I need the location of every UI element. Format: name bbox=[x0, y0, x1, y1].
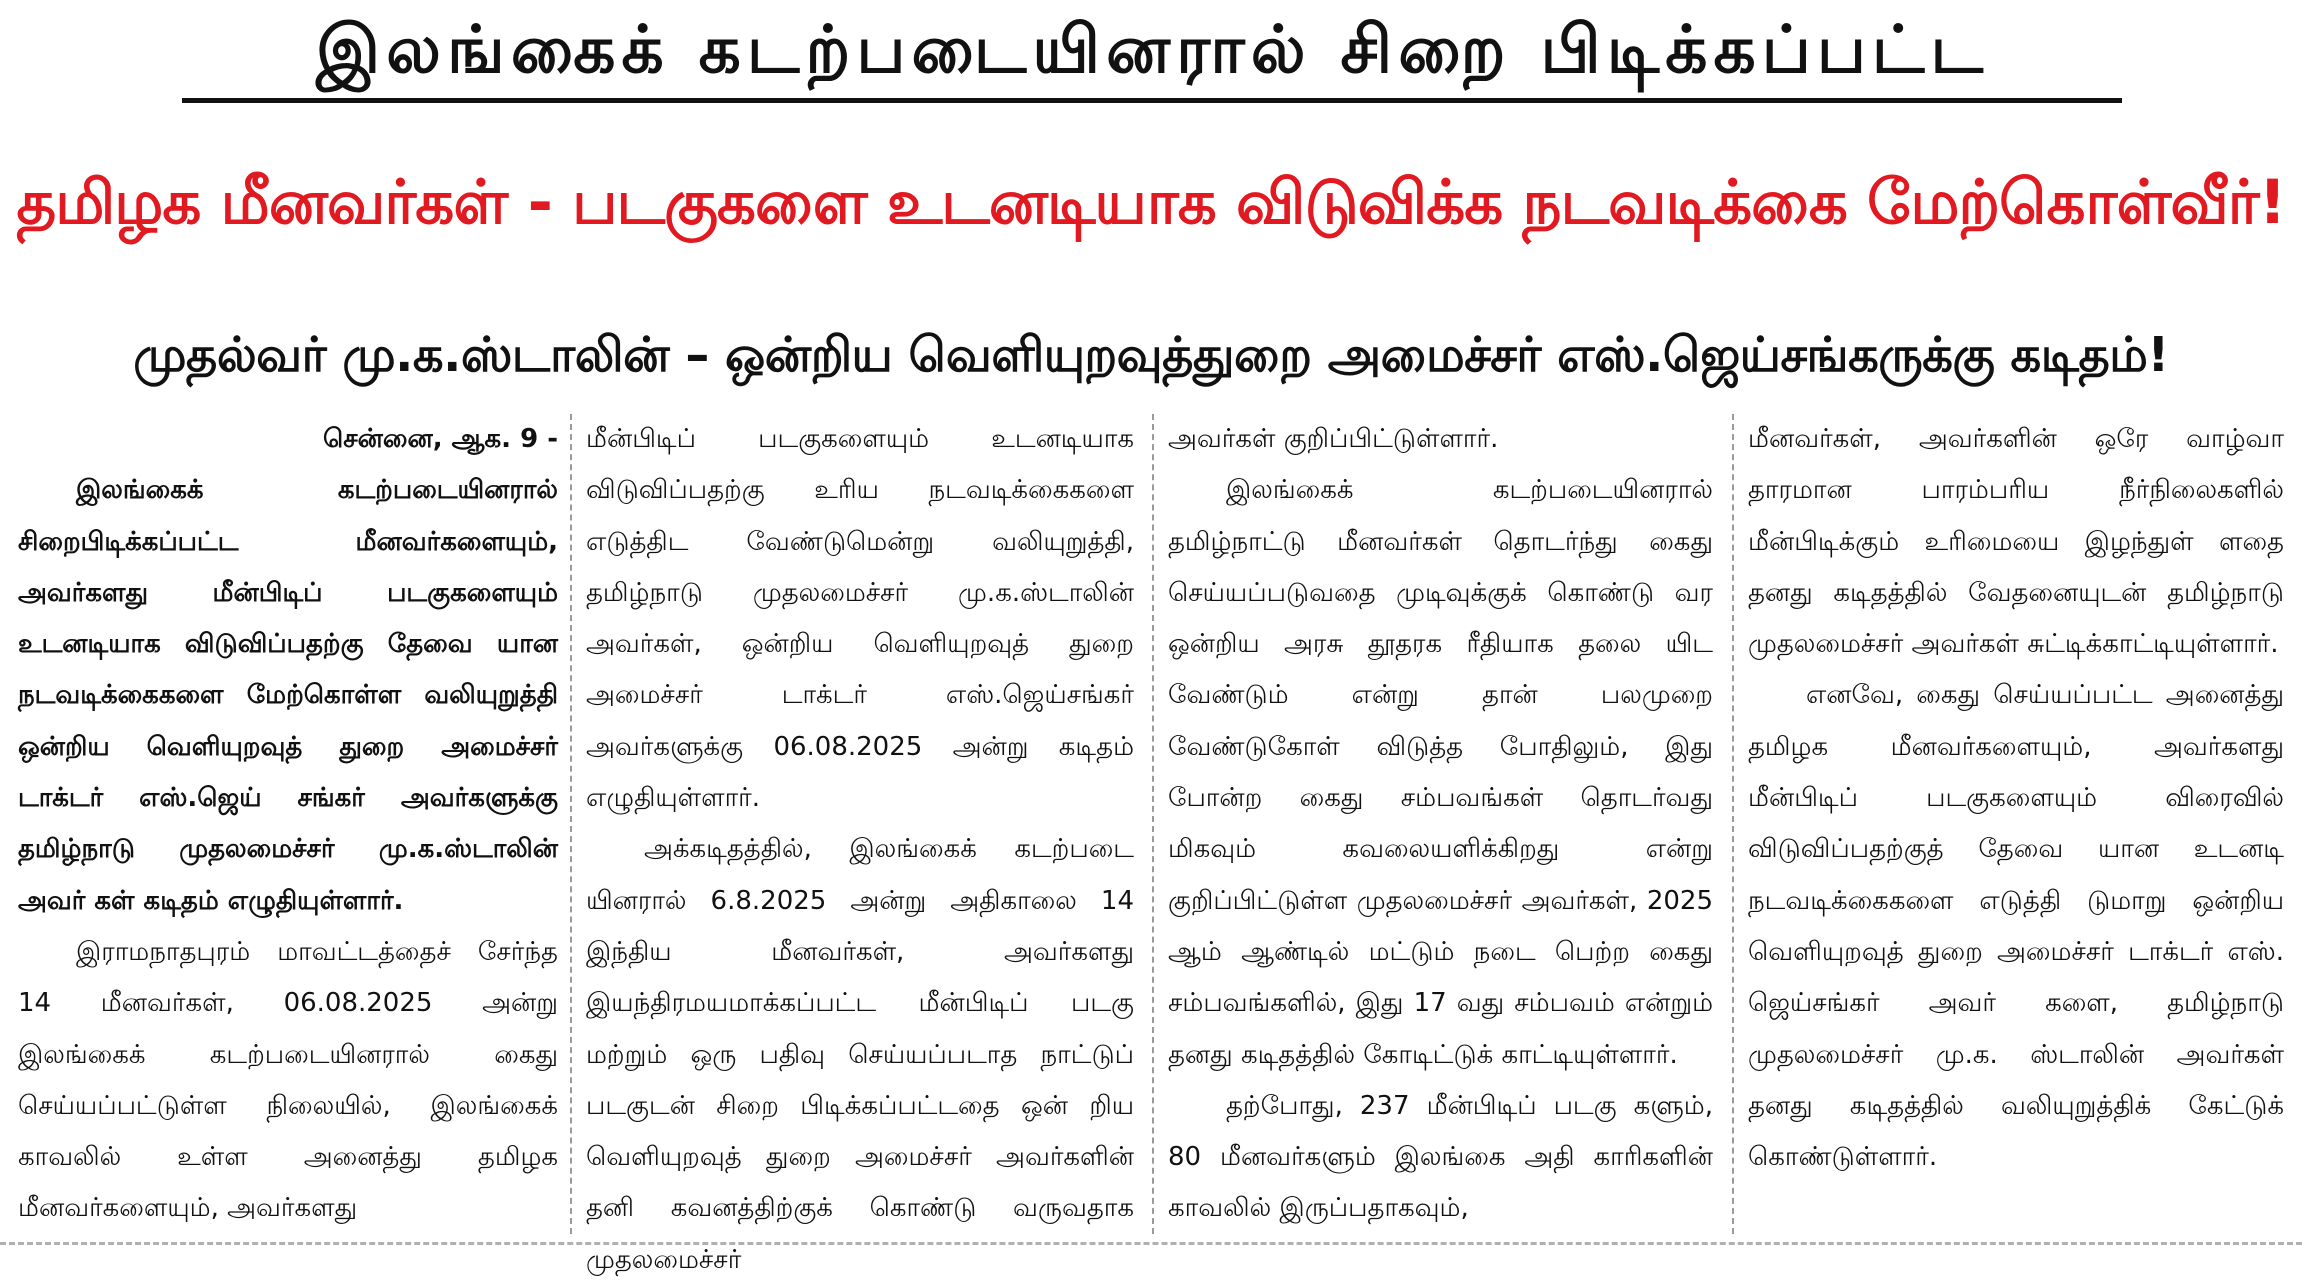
paragraph: தற்போது, 237 மீன்பிடிப் படகு களும், 80 மீனவர்களும் இலங்கை அதி காரிகளின் காவலில் இருப்பதாகவும், bbox=[1168, 1090, 1713, 1224]
paragraph: எனவே, கைது செய்யப்பட்ட அனைத்து தமிழக மீனவர்களையும், அவர்களது மீன்பிடிப் படகுகளையும் விரைவில் விடுவிப்பதற்குத் தேவை யான உடனடி நடவடிக்கைகளை எடுத்தி டுமாறு ஒன்றிய வெளியுறவுத் துறை அமைச்சர் டாக்டர் எஸ். ஜெய்சங்கர் அவர் களை, தமிழ்நாடு முதலமைச்சர் மு.க. ஸ்டாலின் அவர்கள் தனது கடிதத்தில் வலியுறுத்திக் கேட்டுக் கொண்டுள்ளார். bbox=[1748, 680, 2284, 1173]
column-divider bbox=[1732, 414, 1734, 1234]
paragraph: மீனவர்கள், அவர்களின் ஒரே வாழ்வா தாரமான பாரம்பரிய நீர்நிலைகளில் மீன்பிடிக்கும் உரிமையை இழந்துள் ளதை தனது கடிதத்தில் வேதனையுடன் தமிழ்நாடு முதலமைச்சர் அவர்கள் சுட்டிக்காட்டியுள்ளார். bbox=[1748, 424, 2284, 660]
kicker-headline: இலங்கைக் கடற்படையினரால் சிறை பிடிக்கப்பட்ட bbox=[315, 11, 1989, 88]
paragraph: அக்கடிதத்தில், இலங்கைக் கடற்படை யினரால் 6.8.2025 அன்று அதிகாலை 14 இந்திய மீனவர்கள், அவர்களது இயந்திரமயமாக்கப்பட்ட மீன்பிடிப் படகு மற்றும் ஒரு பதிவு செய்யப்படாத நாட்டுப் படகுடன் சிறை பிடிக்கப்பட்டதை ஒன் றிய வெளியுறவுத் துறை அமைச்சர் அவர்களின் தனி கவனத்திற்குக் கொண்டு வருவதாக முதலமைச்சர் bbox=[586, 834, 1134, 1275]
bottom-divider bbox=[0, 1242, 2302, 1245]
article-column-4 bbox=[1748, 414, 2284, 1234]
paragraph: இலங்கைக் கடற்படையினரால் தமிழ்நாட்டு மீனவர்கள் தொடர்ந்து கைது செய்யப்படுவதை முடிவுக்குக் கொண்டு வர ஒன்றிய அரசு தூதரக ரீதியாக தலை யிட வேண்டும் என்று தான் பலமுறை வேண்டுகோள் விடுத்த போதிலும், இது போன்ற கைது சம்பவங்கள் தொடர்வது மிகவும் கவலையளிக்கிறது என்று குறிப்பிட்டுள்ள முதலமைச்சர் அவர்கள், 2025 ஆம் ஆண்டில் மட்டும் நடை பெற்ற கைது சம்பவங்களில், இது 17 வது சம்பவம் என்றும் தனது கடிதத்தில் கோடிட்டுக் காட்டியுள்ளார். bbox=[1168, 475, 1713, 1070]
paragraph: மீன்பிடிப் படகுகளையும் உடனடியாக விடுவிப்பதற்கு உரிய நடவடிக்கைகளை எடுத்திட வேண்டுமென்று வலியுறுத்தி, தமிழ்நாடு முதலமைச்சர் மு.க.ஸ்டாலின் அவர்கள், ஒன்றிய வெளியுறவுத் துறை அமைச்சர் டாக்டர் எஸ்.ஜெய்சங்கர் அவர்களுக்கு 06.08.2025 அன்று கடிதம் எழுதியுள்ளார். bbox=[586, 424, 1134, 814]
sub-headline: முதல்வர் மு.க.ஸ்டாலின் – ஒன்றிய வெளியுறவுத்துறை அமைச்சர் எஸ்.ஜெய்சங்கருக்கு கடிதம்! bbox=[133, 327, 2169, 383]
main-headline: தமிழக மீனவர்கள் - படகுகளை உடனடியாக விடுவிக்க நடவடிக்கை மேற்கொள்வீர்! bbox=[16, 167, 2286, 238]
paragraph: இராமநாதபுரம் மாவட்டத்தைச் சேர்ந்த 14 மீனவர்கள், 06.08.2025 அன்று இலங்கைக் கடற்படையினரால் கைது செய்யப்பட்டுள்ள நிலையில், இலங்கைக் காவலில் உள்ள அனைத்து தமிழக மீனவர்களையும், அவர்களது bbox=[18, 936, 558, 1224]
dateline: சென்னை, ஆக. 9 - bbox=[323, 424, 558, 454]
paragraph: அவர்கள் குறிப்பிட்டுள்ளார். bbox=[1168, 424, 1499, 454]
article-body bbox=[18, 414, 2284, 1275]
kicker-underline bbox=[182, 98, 2122, 103]
article-column-1 bbox=[18, 414, 558, 1234]
column-divider bbox=[1152, 414, 1154, 1234]
column-divider bbox=[570, 414, 572, 1234]
lead-paragraph: இலங்கைக் கடற்படையினரால் சிறைபிடிக்கப்பட்ட மீனவர்களையும், அவர்களது மீன்பிடிப் படகுகளையும் உடனடியாக விடுவிப்பதற்கு தேவை யான நடவடிக்கைகளை மேற்கொள்ள வலியுறுத்தி ஒன்றிய வெளியுறவுத் துறை அமைச்சர் டாக்டர் எஸ்.ஜெய் சங்கர் அவர்களுக்கு தமிழ்நாடு முதலமைச்சர் மு.க.ஸ்டாலின் அவர் கள் கடிதம் எழுதியுள்ளார். bbox=[18, 475, 558, 916]
article-column-2 bbox=[586, 414, 1134, 1275]
article-column-3 bbox=[1168, 414, 1713, 1234]
